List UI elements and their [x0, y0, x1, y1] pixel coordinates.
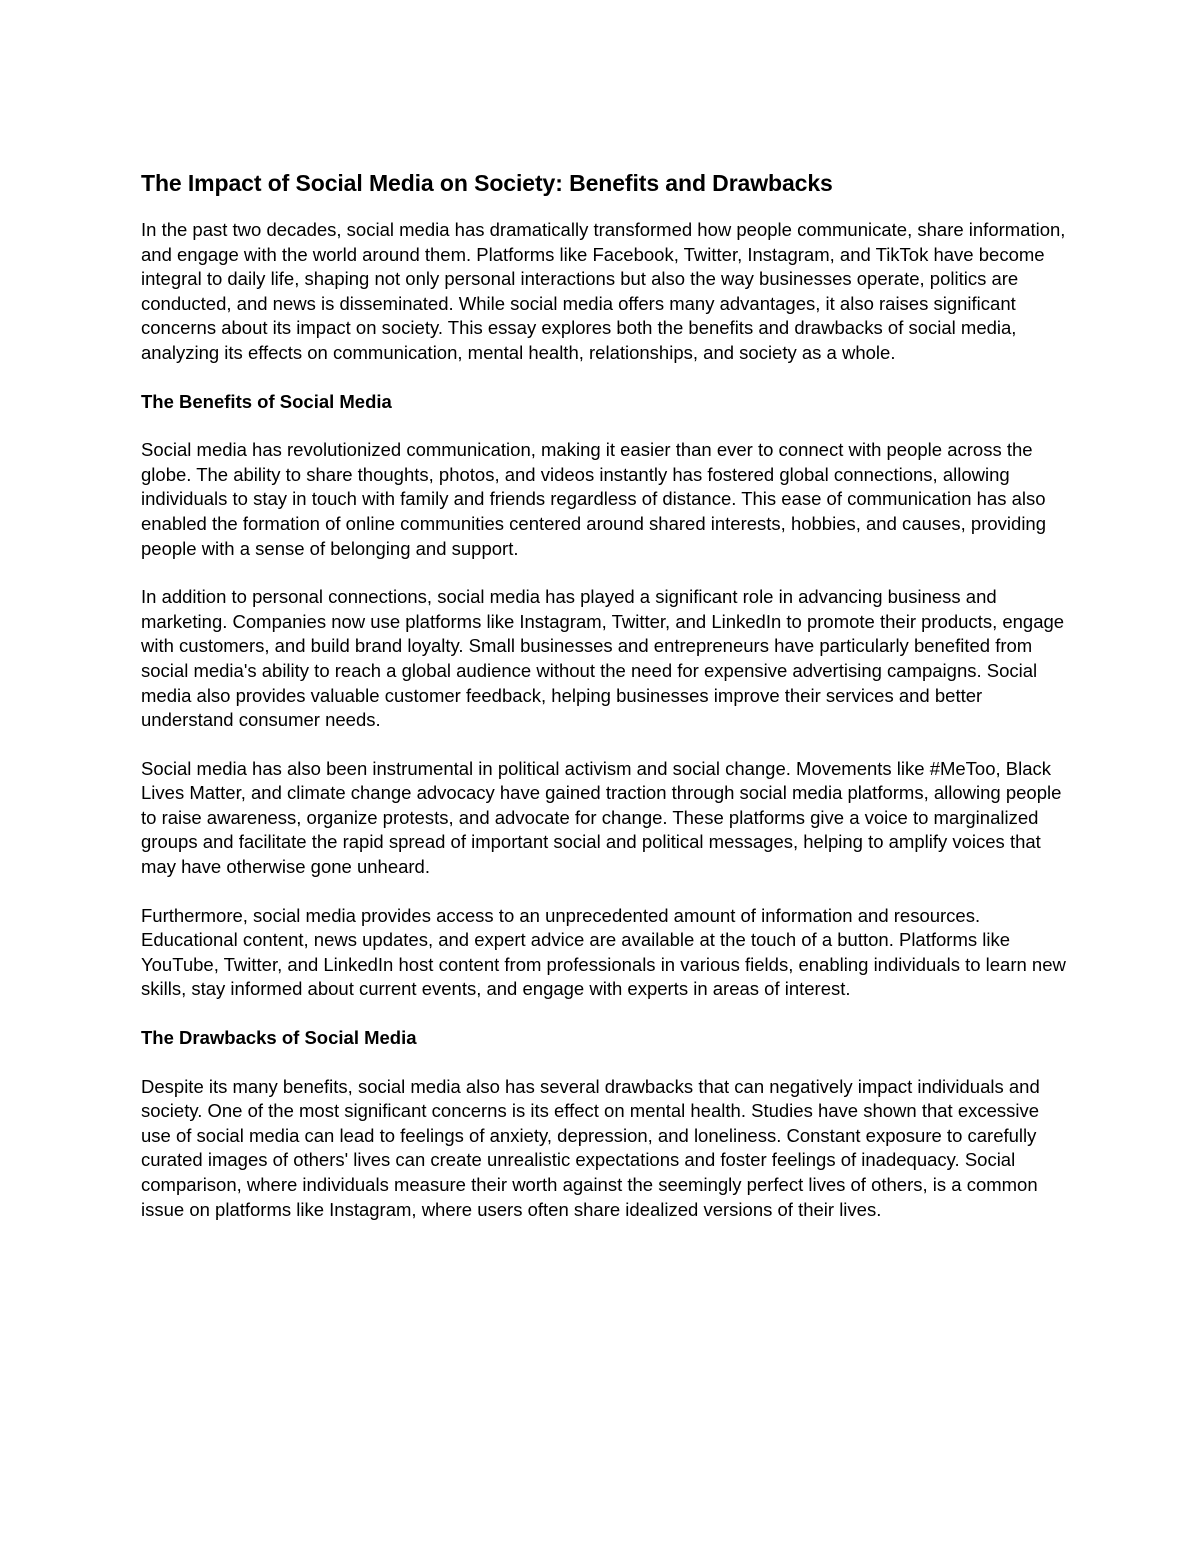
- document-title: The Impact of Social Media on Society: Benefits and Drawbacks: [141, 170, 833, 196]
- paragraph: Social media has also been instrumental in political activism and social change. Movements like #MeToo, Black Lives Matter, and climate change advocacy have gained traction through social media platforms, allowing people to raise awareness, organize protests, and advocate for change. These platforms give a voice to marginalized groups and facilitate the rapid spread of important social and political messages, helping to amplify voices that may have otherwise gone unheard.: [141, 757, 1062, 878]
- paragraph: Furthermore, social media provides access to an unprecedented amount of information and resources. Educational content, news updates, and expert advice are available at the touch of a button. Platforms like YouTube, Twitter, and LinkedIn host content from professionals in various fields, enabling individuals to learn new skills, stay informed about current events, and engage with experts in areas of interest.: [141, 904, 1066, 1000]
- intro-paragraph: In the past two decades, social media has dramatically transformed how people communicate, share information, and engage with the world around them. Platforms like Facebook, Twitter, Instagram, and TikTok have become integral to daily life, shaping not only personal interactions but also the way businesses operate, politics are conducted, and news is disseminated. While social media offers many advantages, it also raises significant concerns about its impact on society. This essay explores both the benefits and drawbacks of social media, analyzing its effects on communication, mental health, relationships, and society as a whole.: [141, 219, 1066, 363]
- paragraph: In addition to personal connections, social media has played a significant role in advancing business and marketing. Companies now use platforms like Instagram, Twitter, and LinkedIn to promote their products, engage with customers, and build brand loyalty. Small businesses and entrepreneurs have particularly benefited from social media's ability to reach a global audience without the need for expensive advertising campaigns. Social media also provides valuable customer feedback, helping businesses improve their services and better understand consumer needs.: [141, 586, 1065, 731]
- paragraph: Social media has revolutionized communication, making it easier than ever to connect with people across the globe. The ability to share thoughts, photos, and videos instantly has fostered global connections, allowing individuals to stay in touch with family and friends regardless of distance. This ease of communication has also enabled the formation of online communities centered around shared interests, hobbies, and causes, providing people with a sense of belonging and support.: [141, 439, 1047, 559]
- paragraph: Despite its many benefits, social media also has several drawbacks that can negatively impact individuals and society. One of the most significant concerns is its effect on mental health. Studies have shown that excessive use of social media can lead to feelings of anxiety, depression, and loneliness. Constant exposure to carefully curated images of others' lives can create unrealistic expectations and foster feelings of inadequacy. Social comparison, where individuals measure their worth against the seemingly perfect lives of others, is a common issue on platforms like Instagram, where users often share idealized versions of their lives.: [141, 1075, 1040, 1220]
- document-body: [141, 166, 1071, 1246]
- section-heading-benefits: The Benefits of Social Media: [141, 390, 392, 412]
- section-heading-drawbacks: The Drawbacks of Social Media: [141, 1027, 417, 1049]
